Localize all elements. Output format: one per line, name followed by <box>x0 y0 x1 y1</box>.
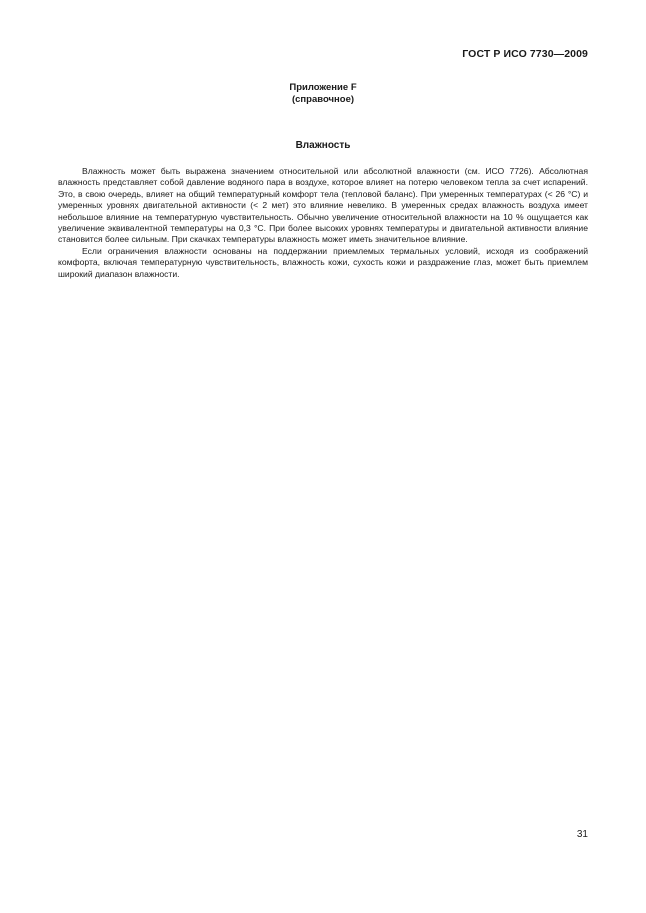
page-number: 31 <box>576 829 588 840</box>
document-code: ГОСТ Р ИСО 7730—2009 <box>462 48 588 60</box>
section-title: Влажность <box>295 140 351 151</box>
paragraph-humidity-effects: Влажность может быть выражена значением относительной или абсолютной влажности (см. ИСО 7726). Абсолютная влажность представляет собой давление водяного пара в воздухе, которое влияет на потерю человеком тепла за счет испарений. Это, в свою очередь, влияет на общий температурный комфорт тела (тепловой баланс). При умеренных температурах (< 26 °C) и умеренных уровнях двигательной активности (< 2 мет) это влияние невелико. В умеренных средах влажность воздуха имеет небольшое влияние на температурную чувствительность. Обычно увеличение относительной влажности на 10 % ощущается как увеличение эквивалентной температуры на 0,3 °C. При более высоких уровнях температуры и двигательной активности влияние становится более сильным. При скачках температуры влажность может иметь значительное влияние. <box>58 166 588 245</box>
paragraph-humidity-limits: Если ограничения влажности основаны на поддержании приемлемых термальных условий, исходя из соображений комфорта, включая температурную чувствительность, влажность кожи, сухость кожи и раздражение глаз, может быть приемлем широкий диапазон влажности. <box>58 245 588 279</box>
appendix-subtitle: (справочное) <box>291 94 355 105</box>
body-text <box>58 166 588 280</box>
appendix-heading <box>0 82 646 106</box>
appendix-title: Приложение F <box>289 82 357 93</box>
